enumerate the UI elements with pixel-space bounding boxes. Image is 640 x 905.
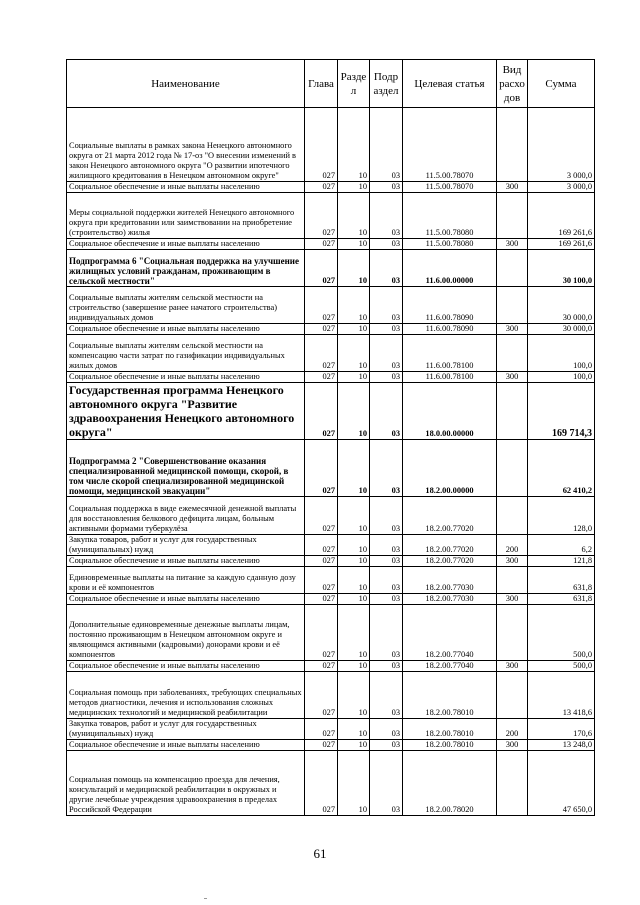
cell-target: 18.2.00.77040	[403, 605, 497, 661]
header-subsection: Подр аздел	[370, 60, 403, 108]
cell-chapter: 027	[305, 239, 338, 250]
cell-section: 10	[338, 594, 370, 605]
cell-vid	[497, 383, 528, 440]
cell-target: 18.2.00.78010	[403, 672, 497, 719]
cell-sum: 47 650,0	[528, 751, 595, 816]
header-chapter: Глава	[305, 60, 338, 108]
cell-section: 10	[338, 719, 370, 740]
table-row	[67, 335, 595, 372]
cell-target: 18.2.00.78010	[403, 719, 497, 740]
cell-chapter: 027	[305, 250, 338, 287]
cell-sum: 13 418,6	[528, 672, 595, 719]
cell-subsection: 03	[370, 250, 403, 287]
cell-name: Социальное обеспечение и иные выплаты населению	[67, 239, 305, 250]
table-row	[67, 324, 595, 335]
table-row	[67, 672, 595, 719]
cell-name: Социальное обеспечение и иные выплаты населению	[67, 372, 305, 383]
cell-target: 18.2.00.77040	[403, 661, 497, 672]
table-body	[67, 108, 595, 816]
cell-subsection: 03	[370, 193, 403, 239]
cell-sum: 631,8	[528, 567, 595, 594]
table-row	[67, 497, 595, 535]
cell-target: 11.5.00.78070	[403, 182, 497, 193]
cell-chapter: 027	[305, 324, 338, 335]
table-row	[67, 108, 595, 182]
cell-sum: 500,0	[528, 661, 595, 672]
cell-chapter: 027	[305, 751, 338, 816]
cell-section: 10	[338, 440, 370, 497]
cell-sum: 100,0	[528, 335, 595, 372]
cell-name: Социальное обеспечение и иные выплаты населению	[67, 661, 305, 672]
cell-subsection: 03	[370, 324, 403, 335]
cell-subsection: 03	[370, 556, 403, 567]
table-row	[67, 740, 595, 751]
cell-sum: 30 100,0	[528, 250, 595, 287]
cell-name: Социальные выплаты жителям сельской местности на строительство (завершение ранее начатого строительства) индивидуальных домов	[67, 287, 305, 324]
cell-sum: 169 714,3	[528, 383, 595, 440]
cell-chapter: 027	[305, 594, 338, 605]
cell-target: 18.2.00.00000	[403, 440, 497, 497]
cell-sum: 169 261,6	[528, 239, 595, 250]
table-row	[67, 594, 595, 605]
cell-name: Социальная помощь при заболеваниях, требующих специальных методов диагностики, лечения и использования сложных медицинских технологий и медицинской реабилитации	[67, 672, 305, 719]
cell-name: Социальные выплаты в рамках закона Ненецкого автономного округа от 21 марта 2012 года № 17-оз "О внесении изменений в закон Ненецкого автономного округа "О развитии ипотечного жилищного кредитования в Ненецком автономном округе"	[67, 108, 305, 182]
cell-target: 18.2.00.78010	[403, 740, 497, 751]
cell-vid: 200	[497, 719, 528, 740]
page-number: 61	[313, 846, 327, 861]
cell-chapter: 027	[305, 383, 338, 440]
cell-subsection: 03	[370, 372, 403, 383]
cell-section: 10	[338, 661, 370, 672]
cell-name: Меры социальной поддержки жителей Ненецкого автономного округа при кредитовании или заимствовании на приобретение (строительство) жилья	[67, 193, 305, 239]
cell-section: 10	[338, 605, 370, 661]
cell-subsection: 03	[370, 440, 403, 497]
cell-sum: 121,8	[528, 556, 595, 567]
cell-subsection: 03	[370, 740, 403, 751]
header-target: Целевая статья	[403, 60, 497, 108]
cell-section: 10	[338, 193, 370, 239]
cell-chapter: 027	[305, 193, 338, 239]
cell-sum: 170,6	[528, 719, 595, 740]
cell-chapter: 027	[305, 556, 338, 567]
cell-name: Социальное обеспечение и иные выплаты населению	[67, 740, 305, 751]
cell-chapter: 027	[305, 719, 338, 740]
header-section: Разде л	[338, 60, 370, 108]
cell-sum: 128,0	[528, 497, 595, 535]
cell-vid: 300	[497, 556, 528, 567]
cell-vid: 300	[497, 594, 528, 605]
cell-vid	[497, 672, 528, 719]
cell-section: 10	[338, 250, 370, 287]
cell-sum: 3 000,0	[528, 182, 595, 193]
table-row	[67, 567, 595, 594]
table-row	[67, 440, 595, 497]
cell-vid	[497, 335, 528, 372]
table-row	[67, 605, 595, 661]
cell-section: 10	[338, 108, 370, 182]
cell-target: 11.5.00.78070	[403, 108, 497, 182]
cell-target: 11.6.00.78100	[403, 335, 497, 372]
cell-subsection: 03	[370, 567, 403, 594]
cell-target: 18.0.00.00000	[403, 383, 497, 440]
cell-target: 11.6.00.78090	[403, 324, 497, 335]
cell-subsection: 03	[370, 719, 403, 740]
cell-target: 18.2.00.77020	[403, 556, 497, 567]
cell-vid	[497, 497, 528, 535]
cell-target: 11.6.00.78090	[403, 287, 497, 324]
cell-section: 10	[338, 182, 370, 193]
cell-section: 10	[338, 287, 370, 324]
cell-target: 11.6.00.78100	[403, 372, 497, 383]
cell-vid	[497, 567, 528, 594]
cell-section: 10	[338, 740, 370, 751]
cell-name: Единовременные выплаты на питание за каждую сданную дозу крови и её компонентов	[67, 567, 305, 594]
cell-subsection: 03	[370, 335, 403, 372]
cell-name: Социальное обеспечение и иные выплаты населению	[67, 182, 305, 193]
header-sum: Сумма	[528, 60, 595, 108]
cell-chapter: 027	[305, 372, 338, 383]
cell-section: 10	[338, 672, 370, 719]
cell-target: 11.5.00.78080	[403, 193, 497, 239]
cell-section: 10	[338, 751, 370, 816]
cell-subsection: 03	[370, 182, 403, 193]
cell-name: Государственная программа Ненецкого автономного округа "Развитие здравоохранения Ненецкого автономного округа"	[67, 383, 305, 440]
cell-sum: 6,2	[528, 535, 595, 556]
cell-sum: 30 000,0	[528, 324, 595, 335]
table-row	[67, 250, 595, 287]
cell-sum: 169 261,6	[528, 193, 595, 239]
cell-chapter: 027	[305, 672, 338, 719]
cell-subsection: 03	[370, 383, 403, 440]
cell-vid	[497, 250, 528, 287]
cell-vid: 300	[497, 324, 528, 335]
cell-subsection: 03	[370, 239, 403, 250]
cell-section: 10	[338, 497, 370, 535]
cell-name: Социальные выплаты жителям сельской местности на компенсацию части затрат по газификации индивидуальных жилых домов	[67, 335, 305, 372]
table-row	[67, 751, 595, 816]
cell-chapter: 027	[305, 287, 338, 324]
cell-sum: 62 410,2	[528, 440, 595, 497]
cell-vid	[497, 193, 528, 239]
table-row	[67, 719, 595, 740]
header-name: Наименование	[67, 60, 305, 108]
header-vid: Вид расхо дов	[497, 60, 528, 108]
cell-sum: 13 248,0	[528, 740, 595, 751]
table-row	[67, 383, 595, 440]
cell-vid	[497, 605, 528, 661]
cell-name: Социальное обеспечение и иные выплаты населению	[67, 556, 305, 567]
table-row	[67, 556, 595, 567]
cell-name: Социальная помощь на компенсацию проезда для лечения, консультаций и медицинской реабилитации в окружных и другие лечебные учреждения здравоохранения в пределах Российской Федерации	[67, 751, 305, 816]
cell-chapter: 027	[305, 182, 338, 193]
table-row	[67, 287, 595, 324]
cell-subsection: 03	[370, 535, 403, 556]
cell-subsection: 03	[370, 661, 403, 672]
cell-chapter: 027	[305, 108, 338, 182]
cell-vid	[497, 440, 528, 497]
cell-section: 10	[338, 372, 370, 383]
cell-vid: 300	[497, 661, 528, 672]
budget-table	[66, 59, 595, 816]
cell-subsection: 03	[370, 605, 403, 661]
table-row	[67, 182, 595, 193]
table-row	[67, 193, 595, 239]
cell-vid: 300	[497, 182, 528, 193]
cell-chapter: 027	[305, 335, 338, 372]
cell-sum: 500,0	[528, 605, 595, 661]
cell-target: 18.2.00.77020	[403, 535, 497, 556]
cell-section: 10	[338, 383, 370, 440]
cell-name: Закупка товаров, работ и услуг для государственных (муниципальных) нужд	[67, 719, 305, 740]
cell-subsection: 03	[370, 672, 403, 719]
table-header-row	[67, 60, 595, 108]
cell-name: Подпрограмма 2 "Совершенствование оказания специализированной медицинской помощи, скорой, в том числе скорой специализированной медицинской помощи, медицинской эвакуации"	[67, 440, 305, 497]
cell-target: 18.2.00.77030	[403, 594, 497, 605]
cell-chapter: 027	[305, 661, 338, 672]
cell-sum: 631,8	[528, 594, 595, 605]
cell-chapter: 027	[305, 497, 338, 535]
cell-chapter: 027	[305, 605, 338, 661]
cell-name: Социальная поддержка в виде ежемесячной денежной выплаты для восстановления белкового дефицита лицам, больным активными формами туберкулёза	[67, 497, 305, 535]
cell-name: Закупка товаров, работ и услуг для государственных (муниципальных) нужд	[67, 535, 305, 556]
cell-name: Подпрограмма 6 "Социальная поддержка на улучшение жилищных условий гражданам, проживающим в сельской местности"	[67, 250, 305, 287]
cell-vid	[497, 108, 528, 182]
cell-vid: 200	[497, 535, 528, 556]
cell-subsection: 03	[370, 287, 403, 324]
table-row	[67, 661, 595, 672]
cell-vid: 300	[497, 740, 528, 751]
cell-vid	[497, 751, 528, 816]
cell-vid: 300	[497, 372, 528, 383]
cell-sum: 100,0	[528, 372, 595, 383]
cell-chapter: 027	[305, 740, 338, 751]
cell-target: 18.2.00.78020	[403, 751, 497, 816]
cell-chapter: 027	[305, 535, 338, 556]
cell-name: Дополнительные единовременные денежные выплаты лицам, постоянно проживающим в Ненецком автономном округе и являющимся активными (кадровыми) донорами крови и её компонентов	[67, 605, 305, 661]
cell-chapter: 027	[305, 567, 338, 594]
cell-section: 10	[338, 556, 370, 567]
cell-vid: 300	[497, 239, 528, 250]
cell-target: 18.2.00.77030	[403, 567, 497, 594]
table-row	[67, 372, 595, 383]
cell-subsection: 03	[370, 108, 403, 182]
stray-mark	[204, 898, 207, 899]
cell-section: 10	[338, 324, 370, 335]
cell-section: 10	[338, 535, 370, 556]
table-row	[67, 239, 595, 250]
cell-chapter: 027	[305, 440, 338, 497]
cell-section: 10	[338, 239, 370, 250]
cell-vid	[497, 287, 528, 324]
cell-section: 10	[338, 567, 370, 594]
cell-subsection: 03	[370, 497, 403, 535]
table-row	[67, 535, 595, 556]
cell-subsection: 03	[370, 594, 403, 605]
cell-name: Социальное обеспечение и иные выплаты населению	[67, 324, 305, 335]
cell-name: Социальное обеспечение и иные выплаты населению	[67, 594, 305, 605]
cell-sum: 3 000,0	[528, 108, 595, 182]
cell-sum: 30 000,0	[528, 287, 595, 324]
cell-target: 11.6.00.00000	[403, 250, 497, 287]
cell-target: 18.2.00.77020	[403, 497, 497, 535]
cell-subsection: 03	[370, 751, 403, 816]
cell-target: 11.5.00.78080	[403, 239, 497, 250]
cell-section: 10	[338, 335, 370, 372]
